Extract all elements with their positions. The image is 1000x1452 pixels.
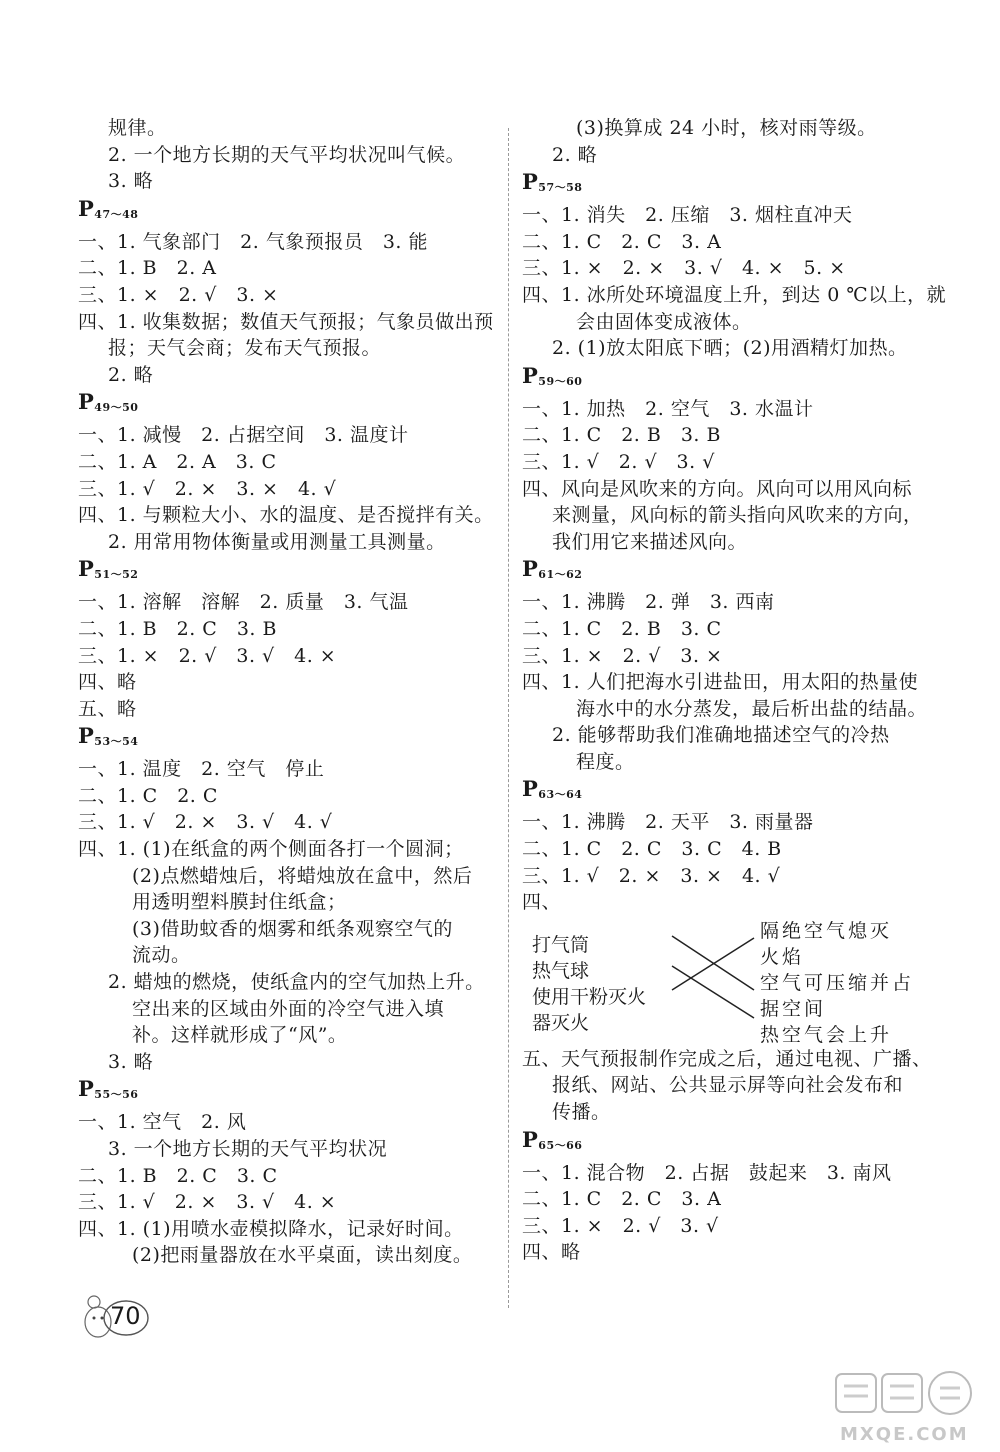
page-range-heading [522, 555, 937, 589]
answer-line: 一、1. 加热 2. 空气 3. 水温计 [522, 397, 814, 420]
watermark-logo [828, 1368, 988, 1448]
page-range: 49～50 [94, 401, 139, 415]
page-letter: P [78, 723, 95, 749]
page-range-heading [78, 1075, 498, 1109]
page-range-heading [522, 1126, 937, 1160]
page-range-heading [78, 388, 498, 422]
answer-line: 来测量，风向标的箭头指向风吹来的方向， [552, 504, 923, 527]
page-letter: P [522, 776, 539, 802]
answer-line: 四、1. 人们把海水引进盐田，用太阳的热量使 [522, 671, 919, 694]
answer-line: 流动。 [132, 944, 191, 967]
page-range: 47～48 [94, 207, 139, 221]
page-range: 51～52 [94, 568, 139, 582]
page-letter: P [522, 1126, 539, 1152]
match-left-item: 使用干粉灭火 [532, 985, 647, 1008]
answer-line: 三、1. × 2. √ 3. × [522, 644, 723, 667]
answer-line: (3)借助蚊香的烟雾和纸条观察空气的 [132, 917, 453, 940]
answer-line: 2. 用常用物体衡量或用测量工具测量。 [108, 530, 446, 553]
match-right-item: 空气可压缩并占 [760, 971, 915, 994]
right-column [522, 115, 947, 1266]
match-right-item: 火焰 [760, 945, 805, 968]
page-letter: P [522, 362, 539, 388]
match-left-item: 器灭火 [532, 1011, 590, 1034]
page-range: 53～54 [94, 735, 139, 749]
answer-line: 一、1. 溶解 溶解 2. 质量 3. 气温 [78, 591, 409, 614]
answer-line: 四、1. 与颗粒大小、水的温度、是否搅拌有关。 [78, 504, 494, 527]
page-letter: P [78, 556, 95, 582]
answer-line: 报纸、网站、公共显示屏等向社会发布和 [552, 1074, 904, 1097]
answer-line: 二、1. C 2. C 3. C 4. B [522, 838, 782, 861]
answer-line: 四、风向是风吹来的方向。风向可以用风向标 [522, 477, 913, 500]
answer-line: 一、1. 空气 2. 风 [78, 1111, 247, 1134]
match-left-item: 热气球 [532, 959, 590, 982]
page-range: 63～64 [538, 788, 583, 802]
answer-line: 会由固体变成液体。 [576, 310, 752, 333]
answer-line: 规律。 [108, 117, 167, 139]
answer-line: 二、1. B 2. C 3. B [78, 617, 277, 640]
watermark-logo-icon [828, 1368, 988, 1448]
page-number-badge [82, 1292, 162, 1344]
match-right-item: 据空间 [760, 997, 827, 1020]
answer-line: 一、1. 减慢 2. 占据空间 3. 温度计 [78, 424, 409, 447]
right-column-bottom [522, 1046, 937, 1266]
answer-line: 三、1. √ 2. √ 3. √ [522, 450, 715, 473]
page-letter: P [78, 195, 95, 221]
answer-line: 2. 略 [108, 363, 154, 386]
page-range: 55～56 [94, 1088, 139, 1102]
page-range-heading [522, 775, 937, 809]
page-letter: P [78, 389, 95, 415]
answer-line: 2. 一个地方长期的天气平均状况叫气候。 [108, 143, 466, 166]
answer-line: 2. 蜡烛的燃烧，使纸盒内的空气加热上升。 [108, 971, 485, 994]
answer-line: 三、1. × 2. × 3. √ 4. × 5. × [522, 257, 846, 280]
answer-line: 三、1. √ 2. × 3. × 4. √ [78, 477, 337, 500]
answer-line: (2)点燃蜡烛后，将蜡烛放在盒中，然后 [132, 864, 473, 887]
answer-line: 四、1. 冰所处环境温度上升，到达 0 ℃以上，就 [522, 283, 947, 306]
page-range-heading [522, 362, 937, 396]
svg-text:MXQE.COM: MXQE.COM [840, 1424, 969, 1445]
answer-line: 二、1. C 2. C 3. A [522, 230, 722, 253]
answer-line: 二、1. C 2. B 3. B [522, 424, 721, 447]
answer-line: 一、1. 沸腾 2. 天平 3. 雨量器 [522, 811, 814, 834]
answer-line: 程度。 [576, 750, 635, 773]
answer-line: 二、1. C 2. B 3. C [522, 617, 722, 640]
answer-line: 一、1. 温度 2. 空气 停止 [78, 758, 325, 781]
answer-line: 二、1. B 2. A [78, 257, 217, 280]
page-range-heading [78, 555, 498, 589]
answer-line: 传播。 [552, 1101, 611, 1124]
page-letter: P [78, 1076, 95, 1102]
match-right-item: 热空气会上升 [760, 1023, 893, 1046]
answer-line: 三、1. × 2. √ 3. × [78, 283, 279, 306]
page-letter: P [522, 556, 539, 582]
answer-line: 海水中的水分蒸发，最后析出盐的结晶。 [576, 697, 928, 720]
page-range: 59～60 [538, 374, 583, 388]
answer-line: 补。这样就形成了“风”。 [132, 1024, 348, 1047]
answer-line: 3. 略 [108, 1050, 154, 1073]
answer-line: 2. (1)放太阳底下晒；(2)用酒精灯加热。 [552, 337, 908, 360]
page-number: 70 [110, 1302, 141, 1330]
answer-line: 五、略 [78, 697, 137, 720]
match-line-3 [672, 966, 754, 1018]
answer-line: 3. 一个地方长期的天气平均状况 [108, 1138, 388, 1160]
answer-line: 二、1. C 2. C [78, 784, 218, 807]
page-range-heading [78, 722, 498, 756]
answer-line: 四、1. 收集数据；数值天气预报；气象员做出预 [78, 310, 494, 333]
answer-line: 一、1. 混合物 2. 占据 鼓起来 3. 南风 [522, 1161, 892, 1184]
match-left-item: 打气筒 [532, 933, 590, 956]
match-right-item: 隔绝空气熄灭 [760, 919, 893, 942]
answer-line: 四、略 [78, 671, 137, 694]
page-range: 61～62 [538, 568, 583, 582]
answer-line: 三、1. √ 2. × 3. √ 4. √ [78, 811, 333, 834]
answer-line: 一、1. 消失 2. 压缩 3. 烟柱直冲天 [522, 204, 853, 227]
matching-diagram [522, 918, 937, 1046]
answer-line: 三、1. √ 2. × 3. × 4. √ [522, 864, 781, 887]
answer-line: 二、1. C 2. C 3. A [522, 1188, 722, 1211]
answer-line: 四、1. (1)用喷水壶模拟降水，记录好时间。 [78, 1217, 464, 1240]
answer-line: 二、1. A 2. A 3. C [78, 450, 277, 473]
answer-line: 一、1. 气象部门 2. 气象预报员 3. 能 [78, 230, 429, 253]
answer-line: 2. 略 [552, 143, 598, 166]
answer-line: 四、 [522, 891, 562, 914]
answer-line: 四、1. (1)在纸盒的两个侧面各打一个圆洞； [78, 838, 464, 861]
page-letter: P [522, 169, 539, 195]
page-range: 65～66 [538, 1138, 583, 1152]
answer-line: 五、天气预报制作完成之后，通过电视、广播、 [522, 1047, 932, 1070]
answer-line: 二、1. B 2. C 3. C [78, 1164, 278, 1187]
answer-line: 用透明塑料膜封住纸盒； [132, 891, 347, 914]
page-range-heading [78, 195, 498, 229]
answer-line: 2. 能够帮助我们准确地描述空气的冷热 [552, 724, 890, 747]
answer-line: 三、1. √ 2. × 3. √ 4. × [78, 1191, 337, 1214]
answer-line: 我们用它来描述风向。 [552, 530, 748, 553]
answer-line: 报；天气会商；发布天气预报。 [108, 337, 382, 360]
answer-line: 三、1. × 2. √ 3. √ 4. × [78, 644, 337, 667]
page-range: 57～58 [538, 181, 583, 195]
answer-line: 四、略 [522, 1241, 581, 1264]
left-column [78, 115, 498, 1269]
answer-line: 空出来的区域由外面的冷空气进入填 [132, 997, 445, 1020]
answer-line: 一、1. 沸腾 2. 弹 3. 西南 [522, 591, 775, 614]
column-divider [508, 128, 509, 1308]
answer-line: 3. 略 [108, 170, 154, 193]
answer-line: 三、1. × 2. √ 3. √ [522, 1214, 719, 1237]
answer-line: (2)把雨量器放在水平桌面，读出刻度。 [132, 1244, 473, 1267]
page-range-heading [522, 168, 937, 202]
answer-line: (3)换算成 24 小时，核对雨等级。 [576, 117, 877, 139]
right-column-top [522, 115, 947, 916]
